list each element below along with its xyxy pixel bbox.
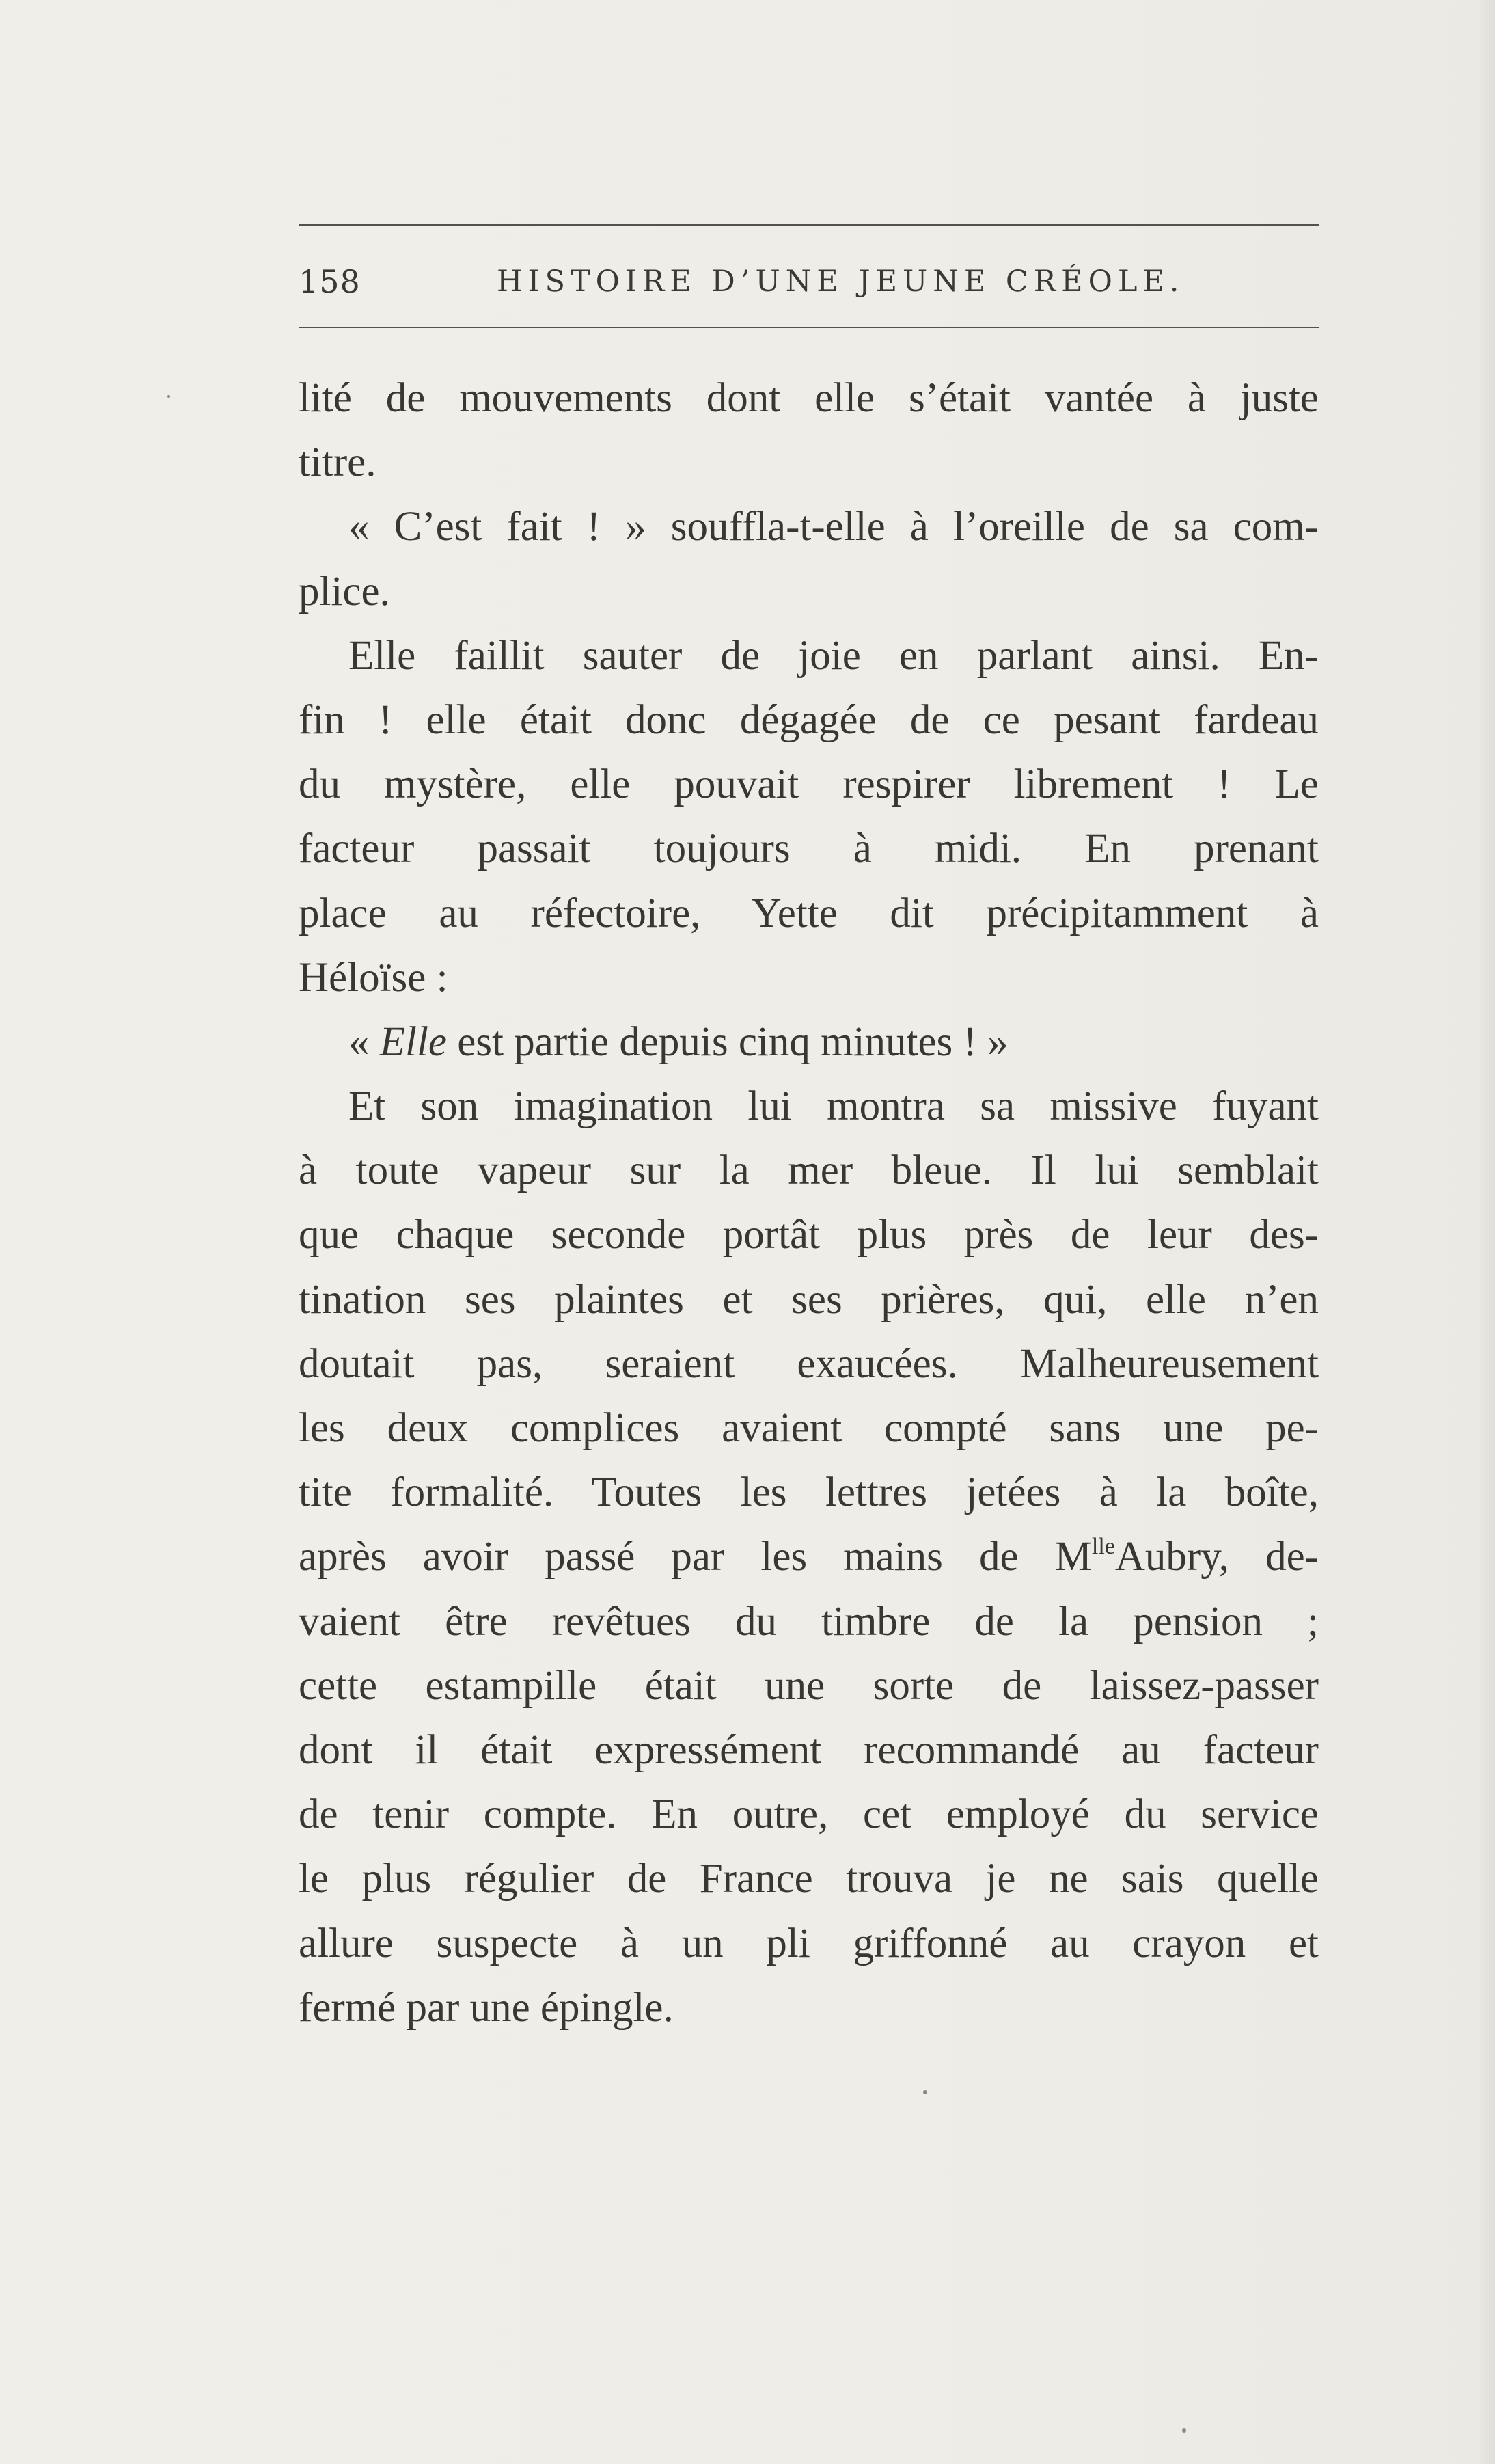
text-line: doutait pas, seraient exaucées. Malheureusement <box>299 1340 1319 1387</box>
text-line: Et son imagination lui montra sa missive fuyant <box>348 1083 1319 1130</box>
text-line: du mystère, elle pouvait respirer librement ! Le <box>299 761 1319 808</box>
quote-rest: est partie depuis cinq minutes ! » <box>446 1018 1009 1065</box>
text-line: fermé par une épingle. <box>299 1984 674 2031</box>
text-line: lité de mouvements dont elle s’était vantée à juste <box>299 375 1319 421</box>
page-edge-shadow <box>1477 0 1495 2464</box>
mlle-before: après avoir passé par les mains de M <box>299 1534 1092 1580</box>
text-block-1 <box>299 366 1319 1010</box>
text-line: tination ses plaintes et ses prières, qui, elle n’en <box>299 1276 1319 1323</box>
text-line: titre. <box>299 439 376 486</box>
running-title: HISTOIRE D’UNE JEUNE CRÉOLE. <box>497 265 1185 299</box>
paper-speck <box>1182 2428 1186 2433</box>
text-line-quote <box>299 1010 1319 1074</box>
text-line: plice. <box>299 568 390 614</box>
quote-italic-word: Elle <box>379 1018 447 1065</box>
text-line: vaient être revêtues du timbre de la pension ; <box>299 1598 1319 1644</box>
body-text <box>299 366 1319 2040</box>
text-line: que chaque seconde portât plus près de leur des- <box>299 1212 1319 1258</box>
page-number: 158 <box>299 263 361 300</box>
paper-speck <box>923 2090 927 2094</box>
header-rule-top <box>299 224 1319 226</box>
text-line: cette estampille était une sorte de laissez-passer <box>299 1662 1319 1709</box>
paper-speck <box>167 395 170 398</box>
text-line: le plus régulier de France trouva je ne sais quelle <box>299 1856 1319 1902</box>
text-line: allure suspecte à un pli griffonné au crayon et <box>299 1920 1319 1966</box>
quote-open: « <box>348 1018 380 1065</box>
text-line: « C’est fait ! » souffla-t-elle à l’oreille de sa com- <box>348 504 1319 550</box>
text-block-2 <box>299 1074 1319 1525</box>
text-line: à toute vapeur sur la mer bleue. Il lui semblait <box>299 1148 1319 1194</box>
text-line: Héloïse : <box>299 954 448 1001</box>
running-head <box>299 254 1319 309</box>
text-line: les deux complices avaient compté sans une pe- <box>299 1405 1319 1451</box>
text-line: place au réfectoire, Yette dit précipitamment à <box>299 890 1319 936</box>
text-line-mlle <box>299 1525 1319 1589</box>
mlle-after: Aubry, de- <box>1114 1534 1319 1580</box>
text-block-3 <box>299 1590 1319 2040</box>
text-line: Elle faillit sauter de joie en parlant ainsi. En- <box>348 632 1319 679</box>
text-line: dont il était expressément recommandé au facteur <box>299 1727 1319 1773</box>
text-line: facteur passait toujours à midi. En prenant <box>299 826 1319 872</box>
text-line: tite formalité. Toutes les lettres jetées à la boîte, <box>299 1470 1319 1516</box>
text-line: de tenir compte. En outre, cet employé du service <box>299 1791 1319 1838</box>
header-rule-bottom <box>299 327 1319 328</box>
text-line: fin ! elle était donc dégagée de ce pesant fardeau <box>299 696 1319 743</box>
mlle-superscript: lle <box>1091 1534 1115 1560</box>
